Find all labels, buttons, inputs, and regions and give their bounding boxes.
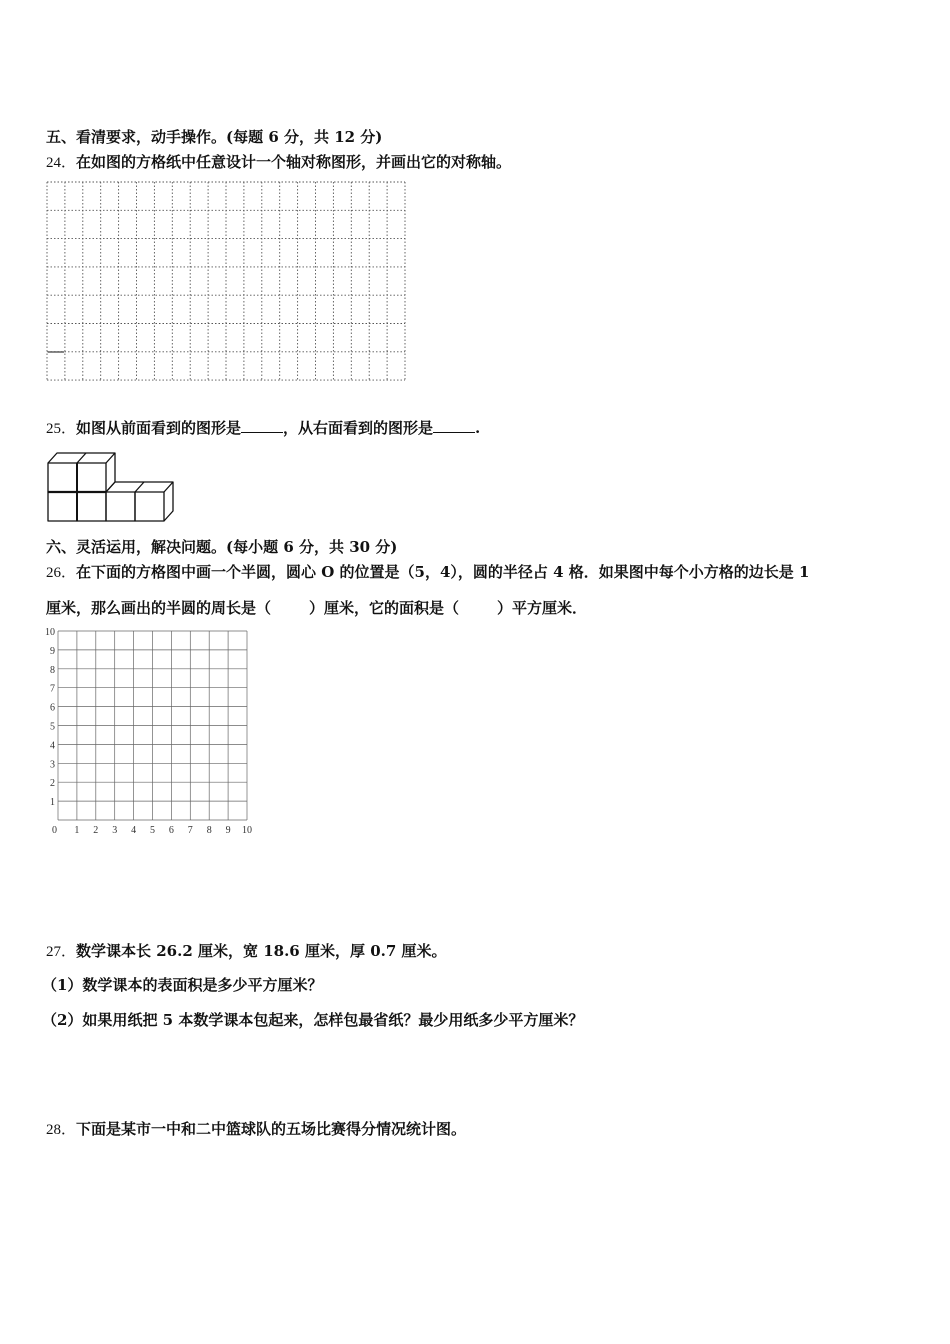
section-5-title: 五、看清要求，动手操作。(每题 6 分，共 12 分) bbox=[46, 128, 383, 146]
answer-blank-right[interactable] bbox=[433, 418, 475, 433]
question-26-number: 26． bbox=[46, 565, 77, 581]
question-26-text-1: 在下面的方格图中画一个半圆，圆心 O 的位置是（5，4），圆的半径占 4 格．如果图中每个小方格的边长是 1 bbox=[76, 563, 810, 581]
y-tick-label: 4 bbox=[50, 740, 55, 752]
question-24-number: 24． bbox=[46, 155, 77, 171]
question-26-text-2a: 厘米，那么画出的半圆的周长是（ bbox=[46, 599, 272, 617]
answer-blank-front[interactable] bbox=[241, 418, 283, 433]
cube-edge bbox=[77, 453, 86, 463]
question-26-line-2 bbox=[46, 598, 587, 618]
question-26-text-2c: ）平方厘米． bbox=[497, 599, 588, 617]
x-tick-label: 2 bbox=[93, 825, 99, 836]
question-25-text-a: 如图从前面看到的图形是 bbox=[76, 419, 242, 437]
question-24 bbox=[46, 152, 511, 173]
question-27-sub-1: （1）数学课本的表面积是多少平方厘米？ bbox=[42, 976, 323, 994]
y-tick-label: 8 bbox=[50, 664, 55, 676]
question-25-text-c: . bbox=[475, 419, 481, 437]
cube-face bbox=[48, 463, 77, 492]
question-26-text-2b: ）厘米，它的面积是（ bbox=[309, 599, 460, 617]
question-28-text: 下面是某市一中和二中篮球队的五场比赛得分情况统计图。 bbox=[76, 1120, 467, 1138]
x-tick-label: 6 bbox=[168, 825, 174, 836]
question-25-number: 25． bbox=[46, 421, 77, 437]
cube-edge bbox=[135, 482, 144, 492]
question-27 bbox=[46, 941, 447, 962]
y-tick-label: 3 bbox=[50, 759, 55, 771]
x-tick-label: 8 bbox=[206, 825, 212, 836]
question-28-number: 28． bbox=[46, 1122, 77, 1138]
question-25-text-b: ，从右面看到的图形是 bbox=[283, 419, 434, 437]
x-tick-label: 3 bbox=[112, 825, 118, 836]
cube-face bbox=[77, 492, 106, 521]
x-tick-label: 5 bbox=[150, 825, 155, 836]
cube-face bbox=[135, 492, 164, 521]
x-tick-label: 1 bbox=[74, 825, 80, 836]
y-tick-label: 7 bbox=[50, 683, 55, 695]
x-tick-label: 10 bbox=[242, 825, 252, 836]
cube-stack-figure bbox=[46, 450, 186, 525]
section-6-title: 六、灵活运用，解决问题。(每小题 6 分，共 30 分) bbox=[46, 538, 398, 556]
y-tick-label: 6 bbox=[50, 702, 55, 714]
x-tick-label: 9 bbox=[225, 825, 231, 836]
dotted-grid-q24 bbox=[46, 181, 406, 381]
question-27-number: 27． bbox=[46, 944, 77, 960]
question-28 bbox=[46, 1119, 466, 1140]
x-tick-label: 7 bbox=[187, 825, 193, 836]
coordinate-grid-q26 bbox=[40, 628, 270, 843]
y-tick-label: 1 bbox=[50, 797, 55, 809]
x-tick-label: 0 bbox=[52, 825, 57, 836]
question-24-text: 在如图的方格纸中任意设计一个轴对称图形，并画出它的对称轴。 bbox=[76, 153, 512, 171]
y-tick-label: 2 bbox=[50, 778, 55, 790]
question-27-sub-2: （2）如果用纸把 5 本数学课本包起来，怎样包最省纸？最少用纸多少平方厘米？ bbox=[42, 1011, 584, 1029]
y-tick-label: 9 bbox=[50, 645, 55, 657]
question-27-text: 数学课本长 26.2 厘米，宽 18.6 厘米，厚 0.7 厘米。 bbox=[76, 942, 447, 960]
cube-face bbox=[106, 492, 135, 521]
question-25 bbox=[46, 418, 480, 439]
cube-face bbox=[77, 463, 106, 492]
cube-face bbox=[48, 492, 77, 521]
x-tick-label: 4 bbox=[131, 825, 137, 836]
y-tick-label: 10 bbox=[45, 627, 55, 638]
question-26-line-1 bbox=[46, 562, 809, 583]
y-tick-label: 5 bbox=[50, 721, 55, 733]
